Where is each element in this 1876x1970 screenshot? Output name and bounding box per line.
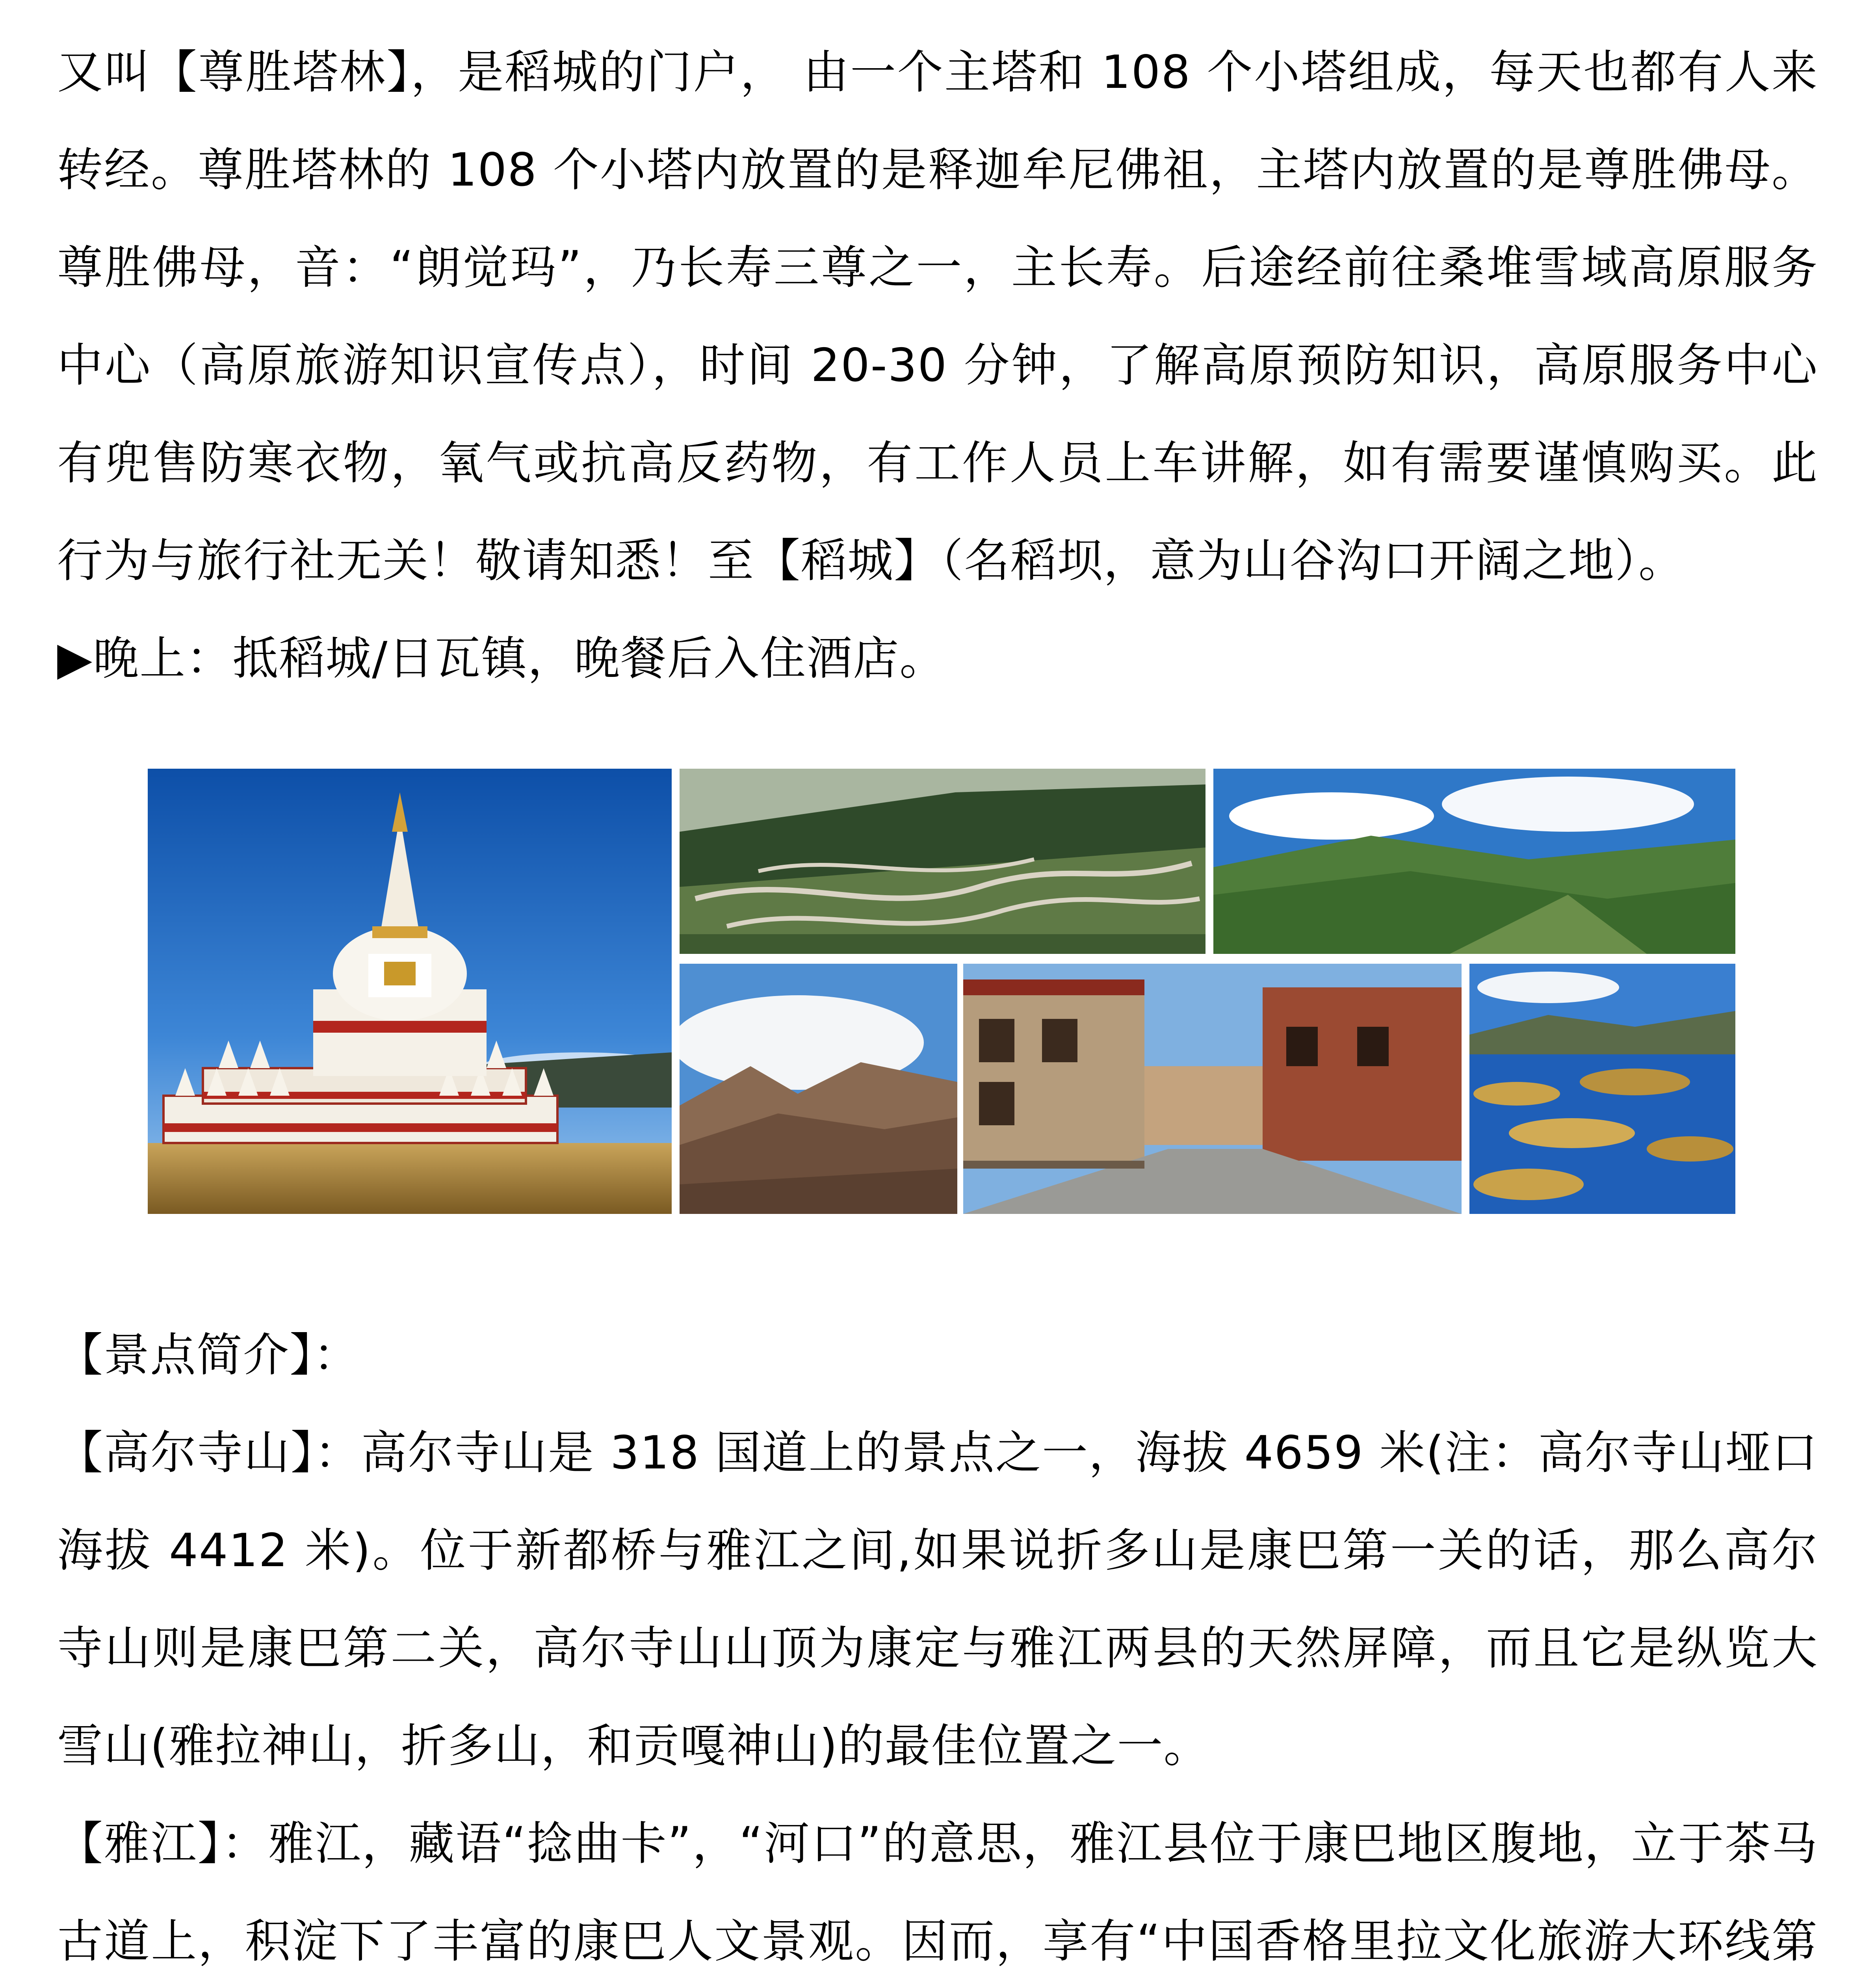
paragraph-yajiang: 【雅江】：雅江，藏语“捻曲卡”，“河口”的意思，雅江县位于康巴地区腹地，立于茶马古道上，积淀下了丰富的康巴人文景观。因而，享有“中国香格里拉文化旅游大环线第	[57, 1817, 1818, 1968]
stupa-photo	[148, 769, 672, 1214]
paragraph-gaoersi-mountain: 【高尔寺山】：高尔寺山是 318 国道上的景点之一，海拔 4659 米(注：高尔寺山垭口海拔 4412 米)。位于新都桥与雅江之间,如果说折多山是康巴第一关的话，那么高尔寺山则是康巴第二关，高尔寺山山顶为康定与雅江两县的天然屏障，而且它是纵览大雪山(雅拉神山，折多山，和贡嘎神山)的最佳位置之一。	[57, 1426, 1818, 1773]
photo-collage	[148, 769, 1735, 1214]
document-page	[57, 24, 1818, 1970]
paragraph-evening: ▶晚上：抵稻城/日瓦镇，晚餐后入住酒店。	[57, 632, 946, 685]
mountain-valley-photo	[1213, 769, 1735, 954]
alpine-lake-photo	[1469, 964, 1735, 1214]
tibetan-street-photo	[963, 964, 1462, 1214]
paragraph-tagong-intro: 又叫【尊胜塔林】，是稻城的门户， 由一个主塔和 108 个小塔组成，每天也都有人来转经。尊胜塔林的 108 个小塔内放置的是释迦牟尼佛祖，主塔内放置的是尊胜佛母。尊胜佛母，音：“朗觉玛”，乃长寿三尊之一，主长寿。后途经前往桑堆雪域高原服务中心（高原旅游知识宣传点），时间 20-30 分钟，了解高原预防知识，高原服务中心有兜售防寒衣物，氧气或抗高反药物，有工作人员上车讲解，如有需要谨慎购买。此行为与旅行社无关！敬请知悉！至【稻城】（名稻坝，意为山谷沟口开阔之地）。	[57, 46, 1818, 587]
section-heading-attractions: 【景点简介】：	[57, 1329, 360, 1382]
rocky-ridge-photo	[680, 964, 957, 1214]
switchback-road-photo	[680, 769, 1205, 954]
